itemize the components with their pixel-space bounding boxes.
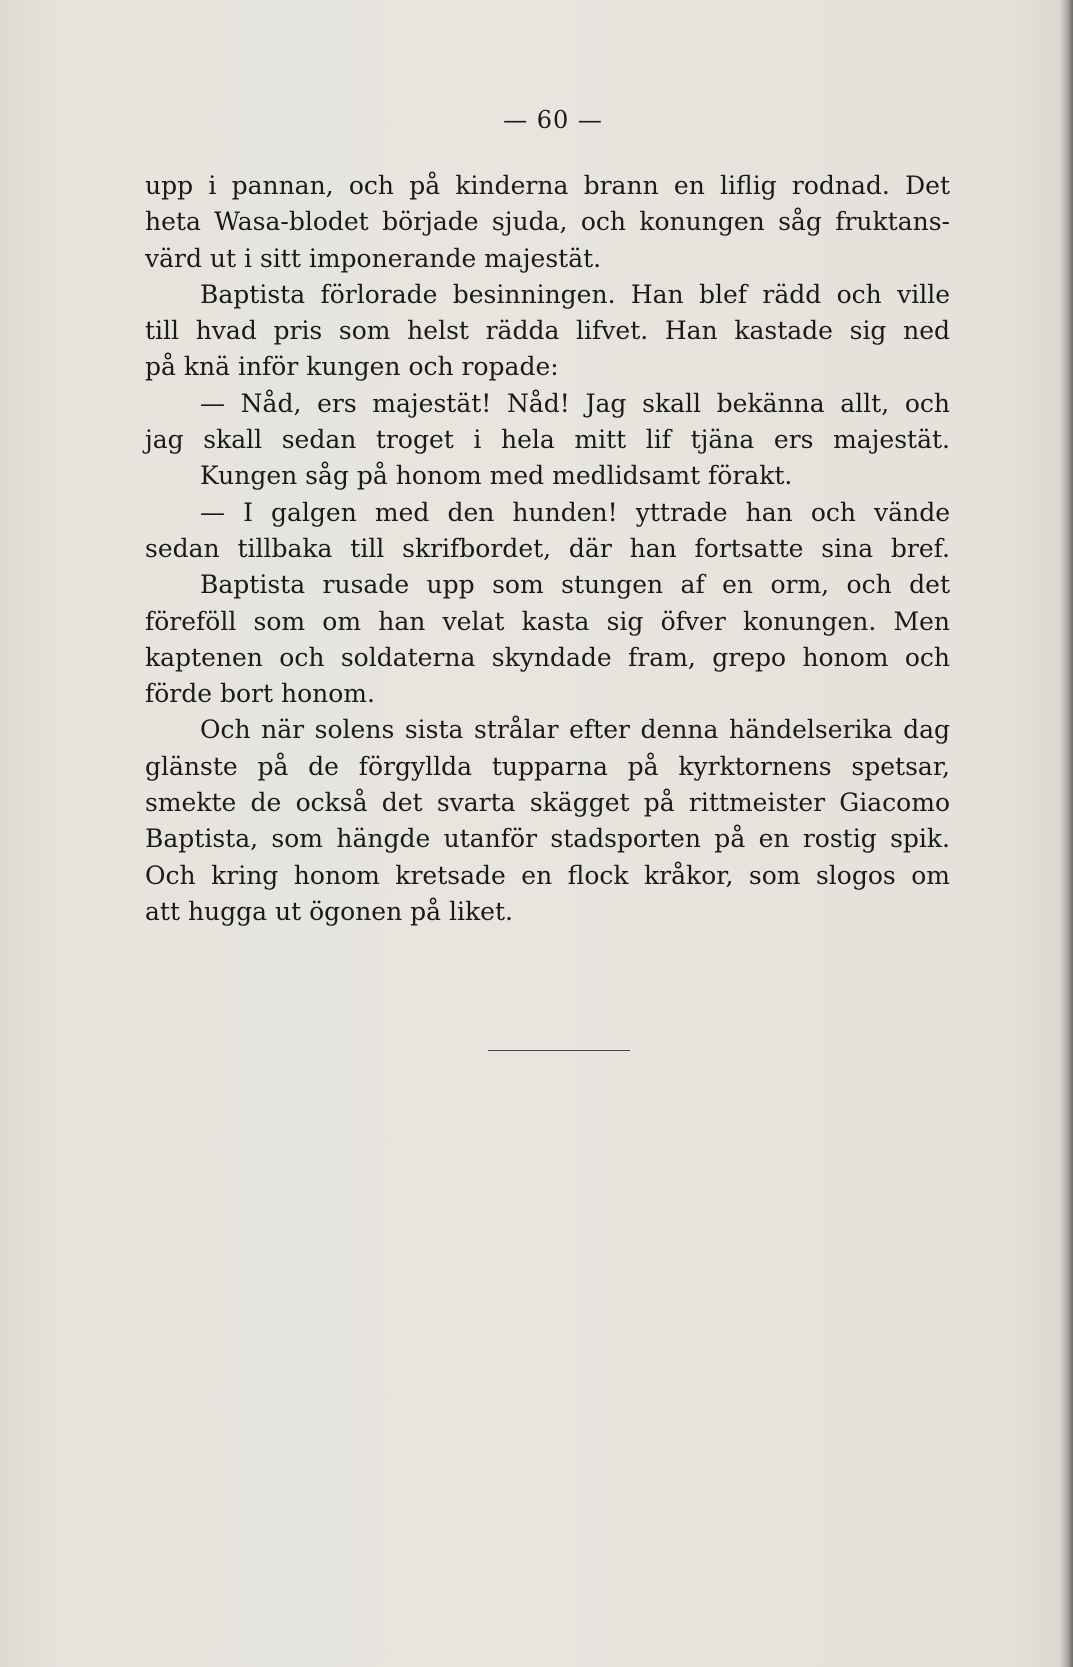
text-line: Och när solens sista strålar efter denna händelserika dag — [200, 715, 950, 745]
text-line: — I galgen med den hunden! yttrade han och vände — [200, 497, 950, 527]
text-line: — Nåd, ers majestät! Nåd! Jag skall bekänna allt, och — [200, 388, 950, 418]
text-line: förde bort honom. — [145, 679, 375, 709]
page-edge-shadow — [1059, 0, 1073, 1667]
text-line: heta Wasa-blodet började sjuda, och konungen såg fruktans- — [145, 207, 950, 237]
text-line: Baptista rusade upp som stungen af en orm, och det — [200, 570, 950, 600]
text-line: jag skall sedan troget i hela mitt lif tjäna ers majestät. — [145, 425, 950, 455]
text-line: att hugga ut ögonen på liket. — [145, 896, 513, 926]
text-line: Baptista förlorade besinningen. Han blef rädd och ville — [200, 279, 950, 309]
text-line: Baptista, som hängde utanför stadsporten på en rostig spik. — [145, 824, 950, 854]
text-line: på knä inför kungen och ropade: — [145, 352, 559, 382]
text-line: värd ut i sitt imponerande majestät. — [145, 243, 602, 273]
text-line: föreföll som om han velat kasta sig öfver konungen. Men — [145, 606, 950, 636]
text-line: glänste på de förgyllda tupparna på kyrktornens spetsar, — [145, 751, 950, 781]
text-line: upp i pannan, och på kinderna brann en liflig rodnad. Det — [145, 171, 950, 200]
end-divider — [488, 1050, 630, 1051]
text-line: kaptenen och soldaterna skyndade fram, grepo honom och — [145, 642, 950, 672]
body-text — [145, 168, 950, 930]
text-line: smekte de också det svarta skägget på rittmeister Giacomo — [145, 788, 950, 818]
text-line: Och kring honom kretsade en flock kråkor, som slogos om — [145, 860, 950, 890]
page-number: — 60 — — [503, 106, 603, 134]
text-line: till hvad pris som helst rädda lifvet. Han kastade sig ned — [145, 316, 950, 346]
text-line: sedan tillbaka till skrifbordet, där han fortsatte sina bref. — [145, 533, 950, 563]
text-line: Kungen såg på honom med medlidsamt förakt. — [200, 461, 793, 491]
